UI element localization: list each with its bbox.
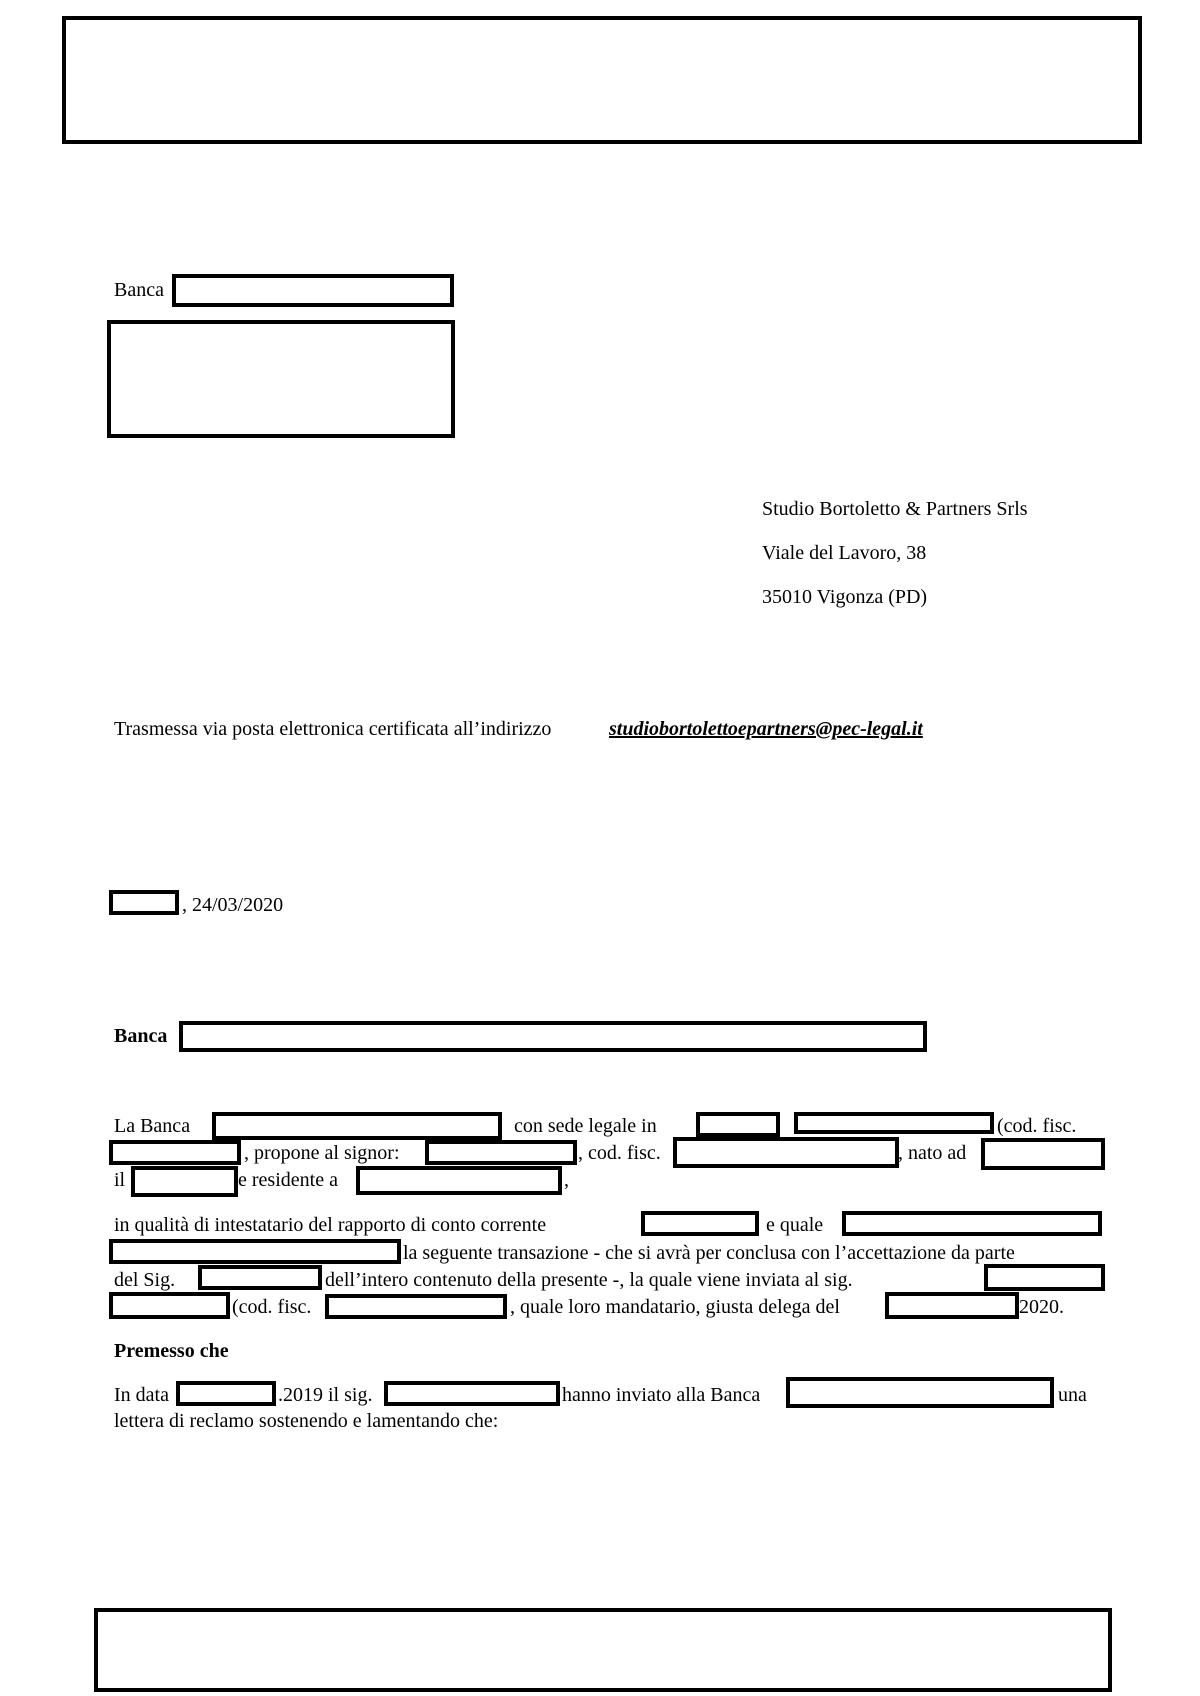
body-text: una (1058, 1384, 1087, 1406)
redaction (325, 1294, 507, 1319)
sender-bank-name-redaction (172, 274, 454, 307)
body-text: in qualità di intestatario del rapporto di conto corrente (114, 1214, 547, 1236)
body-text: In data (114, 1384, 169, 1406)
redaction (384, 1381, 560, 1406)
redaction (786, 1377, 1054, 1408)
recipient-city: 35010 Vigonza (PD) (762, 586, 928, 608)
redaction (794, 1112, 994, 1134)
header-redaction (62, 16, 1142, 144)
redaction (425, 1140, 577, 1165)
redaction (176, 1381, 276, 1406)
redaction (131, 1166, 238, 1197)
section-heading: Premesso che (114, 1340, 229, 1362)
redaction (885, 1292, 1019, 1319)
body-text: , nato ad (898, 1142, 967, 1164)
redaction (109, 1140, 241, 1165)
body-text: (cod. fisc. (232, 1296, 312, 1318)
body-text: 2020. (1019, 1296, 1064, 1318)
body-text: e quale (766, 1214, 824, 1236)
redaction (356, 1166, 562, 1195)
redaction (673, 1137, 899, 1168)
redaction (842, 1211, 1102, 1236)
body-text: , (564, 1169, 569, 1191)
body-text: lettera di reclamo sostenendo e lamentando che: (114, 1410, 499, 1432)
body-text: (cod. fisc. (997, 1115, 1077, 1137)
letter-date: , 24/03/2020 (182, 894, 284, 916)
redaction (212, 1112, 502, 1140)
recipient-name: Studio Bortoletto & Partners Srls (762, 498, 1028, 520)
body-text: , quale loro mandatario, giusta delega del (510, 1296, 840, 1318)
redaction (109, 1239, 401, 1264)
body-text: , cod. fisc. (578, 1142, 661, 1164)
body-text: La Banca (114, 1115, 191, 1137)
pec-address-link[interactable]: studiobortolettoepartners@pec-legal.it (609, 718, 923, 740)
sender-address-redaction (107, 320, 455, 438)
body-text: la seguente transazione - che si avrà per conclusa con l’accettazione da parte (403, 1242, 1015, 1264)
body-text: , propone al signor: (244, 1142, 400, 1164)
subject-bank-label: Banca (114, 1025, 168, 1047)
date-place-redaction (109, 890, 179, 915)
redaction (641, 1211, 759, 1236)
redaction (109, 1292, 230, 1319)
redaction (696, 1112, 780, 1137)
redaction (198, 1265, 322, 1290)
body-text: con sede legale in (514, 1115, 657, 1137)
body-text: dell’intero contenuto della presente -, la quale viene inviata al sig. (325, 1269, 853, 1291)
recipient-street: Viale del Lavoro, 38 (762, 542, 927, 564)
redaction (984, 1264, 1105, 1291)
body-text: e residente a (238, 1169, 338, 1191)
sender-bank-label: Banca (114, 279, 164, 301)
body-text: il (114, 1169, 126, 1191)
body-text: .2019 il sig. (278, 1384, 373, 1406)
subject-bank-redaction (179, 1021, 927, 1052)
footer-redaction (94, 1608, 1112, 1692)
transmission-text: Trasmessa via posta elettronica certificata all’indirizzo (114, 718, 552, 740)
body-text: hanno inviato alla Banca (562, 1384, 761, 1406)
body-text: del Sig. (114, 1269, 176, 1291)
redaction (981, 1138, 1105, 1170)
